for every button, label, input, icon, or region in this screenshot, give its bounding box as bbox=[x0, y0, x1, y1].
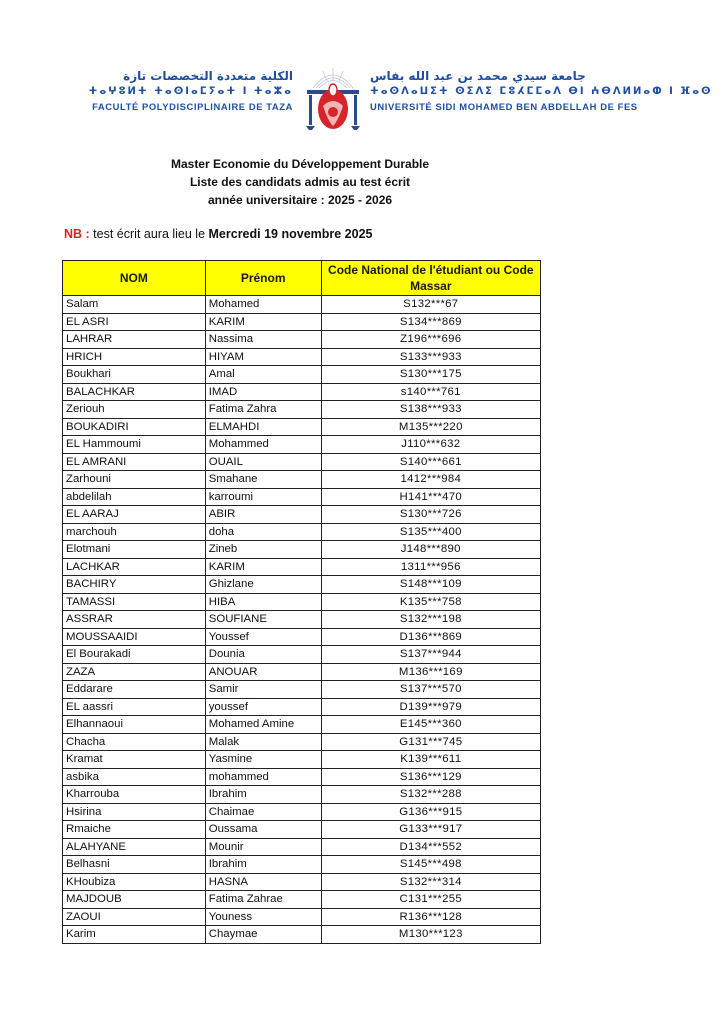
table-row bbox=[63, 576, 541, 594]
cell-nom: Belhasni bbox=[63, 856, 206, 874]
university-crest-icon bbox=[303, 66, 363, 134]
cell-prenom: HIBA bbox=[205, 593, 321, 611]
cell-prenom: Oussama bbox=[205, 821, 321, 839]
cell-code: 1311***956 bbox=[321, 558, 540, 576]
cell-code: R136***128 bbox=[321, 908, 540, 926]
cell-prenom: OUAIL bbox=[205, 453, 321, 471]
cell-nom: EL aassri bbox=[63, 698, 206, 716]
cell-code: H141***470 bbox=[321, 488, 540, 506]
document-title bbox=[0, 155, 600, 209]
cell-nom: Elhannaoui bbox=[63, 716, 206, 734]
table-row bbox=[63, 366, 541, 384]
cell-code: S148***109 bbox=[321, 576, 540, 594]
cell-code: S145***498 bbox=[321, 856, 540, 874]
table-row bbox=[63, 908, 541, 926]
cell-prenom: IMAD bbox=[205, 383, 321, 401]
cell-code: Z196***696 bbox=[321, 331, 540, 349]
table-row bbox=[63, 331, 541, 349]
cell-prenom: ANOUAR bbox=[205, 663, 321, 681]
cell-nom: EL ASRI bbox=[63, 313, 206, 331]
cell-nom: ALAHYANE bbox=[63, 838, 206, 856]
cell-code: S137***944 bbox=[321, 646, 540, 664]
table-row bbox=[63, 821, 541, 839]
cell-prenom: Yasmine bbox=[205, 751, 321, 769]
cell-nom: LAHRAR bbox=[63, 331, 206, 349]
university-name-latin: UNIVERSITÉ SIDI MOHAMED BEN ABDELLAH DE FES bbox=[370, 101, 638, 112]
table-header-row bbox=[63, 261, 541, 296]
cell-prenom: Youness bbox=[205, 908, 321, 926]
table-row bbox=[63, 926, 541, 944]
table-row bbox=[63, 593, 541, 611]
cell-prenom: HIYAM bbox=[205, 348, 321, 366]
title-academic-year: année universitaire : 2025 - 2026 bbox=[207, 193, 393, 207]
table-row bbox=[63, 786, 541, 804]
cell-code: K139***611 bbox=[321, 751, 540, 769]
cell-prenom: mohammed bbox=[205, 768, 321, 786]
title-program: Master Economie du Développement Durable bbox=[170, 157, 430, 171]
note-date: Mercredi 19 novembre 2025 bbox=[208, 227, 373, 241]
table-row bbox=[63, 611, 541, 629]
table-row bbox=[63, 856, 541, 874]
cell-code: S138***933 bbox=[321, 401, 540, 419]
cell-code: D136***869 bbox=[321, 628, 540, 646]
cell-code: S135***400 bbox=[321, 523, 540, 541]
cell-prenom: Fatima Zahra bbox=[205, 401, 321, 419]
cell-code: J110***632 bbox=[321, 436, 540, 454]
table-row bbox=[63, 488, 541, 506]
table-row bbox=[63, 418, 541, 436]
cell-prenom: Samir bbox=[205, 681, 321, 699]
note-text: test écrit aura lieu le bbox=[89, 227, 209, 241]
cell-nom: LACHKAR bbox=[63, 558, 206, 576]
cell-code: C131***255 bbox=[321, 891, 540, 909]
table-row bbox=[63, 401, 541, 419]
cell-prenom: Ghizlane bbox=[205, 576, 321, 594]
cell-nom: Kramat bbox=[63, 751, 206, 769]
cell-prenom: Zineb bbox=[205, 541, 321, 559]
cell-code: J148***890 bbox=[321, 541, 540, 559]
table-row bbox=[63, 628, 541, 646]
cell-prenom: Ibrahim bbox=[205, 856, 321, 874]
table-row bbox=[63, 681, 541, 699]
cell-nom: EL AARAJ bbox=[63, 506, 206, 524]
cell-code: M135***220 bbox=[321, 418, 540, 436]
cell-nom: ASSRAR bbox=[63, 611, 206, 629]
cell-prenom: Mounir bbox=[205, 838, 321, 856]
cell-code: S132***288 bbox=[321, 786, 540, 804]
university-name-tifinagh: ⵜⴰⵙⴷⴰⵡⵉⵜ ⵙⵉⴷⵉ ⵎⵓⵃⵎⵎⴰⴷ ⴱⵏ ⵄⴱⴷⵍⵍⴰⵀ ⵏ ⴼⴰⵙ bbox=[370, 86, 713, 97]
cell-code: 1412***984 bbox=[321, 471, 540, 489]
cell-prenom: youssef bbox=[205, 698, 321, 716]
cell-nom: BALACHKAR bbox=[63, 383, 206, 401]
cell-nom: BOUKADIRI bbox=[63, 418, 206, 436]
cell-nom: MOUSSAAIDI bbox=[63, 628, 206, 646]
cell-prenom: Chaymae bbox=[205, 926, 321, 944]
cell-prenom: Dounia bbox=[205, 646, 321, 664]
table-row bbox=[63, 891, 541, 909]
cell-nom: marchouh bbox=[63, 523, 206, 541]
column-header-code: Code National de l'étudiant ou Code Massar bbox=[321, 261, 540, 296]
cell-code: M130***123 bbox=[321, 926, 540, 944]
cell-nom: Elotmani bbox=[63, 541, 206, 559]
table-row bbox=[63, 296, 541, 314]
cell-prenom: SOUFIANE bbox=[205, 611, 321, 629]
cell-nom: El Bourakadi bbox=[63, 646, 206, 664]
cell-prenom: ABIR bbox=[205, 506, 321, 524]
cell-code: S132***314 bbox=[321, 873, 540, 891]
cell-nom: ZAOUI bbox=[63, 908, 206, 926]
cell-code: S134***869 bbox=[321, 313, 540, 331]
table-row bbox=[63, 313, 541, 331]
table-row bbox=[63, 838, 541, 856]
cell-prenom: Mohamed bbox=[205, 296, 321, 314]
cell-prenom: doha bbox=[205, 523, 321, 541]
table-row bbox=[63, 348, 541, 366]
title-list: Liste des candidats admis au test écrit bbox=[189, 175, 411, 189]
column-header-prenom: Prénom bbox=[205, 261, 321, 296]
cell-prenom: Chaimae bbox=[205, 803, 321, 821]
table-row bbox=[63, 436, 541, 454]
university-name-arabic: جامعة سيدي محمد بن عبد الله بفاس bbox=[370, 69, 586, 83]
cell-nom: Hsirina bbox=[63, 803, 206, 821]
cell-prenom: karroumi bbox=[205, 488, 321, 506]
cell-code: S140***661 bbox=[321, 453, 540, 471]
cell-code: S130***726 bbox=[321, 506, 540, 524]
cell-nom: EL AMRANI bbox=[63, 453, 206, 471]
table-row bbox=[63, 383, 541, 401]
cell-code: E145***360 bbox=[321, 716, 540, 734]
table-row bbox=[63, 803, 541, 821]
cell-nom: TAMASSI bbox=[63, 593, 206, 611]
cell-prenom: ELMAHDI bbox=[205, 418, 321, 436]
cell-prenom: Malak bbox=[205, 733, 321, 751]
cell-nom: abdelilah bbox=[63, 488, 206, 506]
exam-note bbox=[64, 227, 373, 241]
cell-nom: BACHIRY bbox=[63, 576, 206, 594]
cell-nom: asbika bbox=[63, 768, 206, 786]
cell-code: S132***67 bbox=[321, 296, 540, 314]
note-label: NB : bbox=[64, 227, 90, 241]
cell-code: D134***552 bbox=[321, 838, 540, 856]
cell-prenom: Youssef bbox=[205, 628, 321, 646]
cell-code: S132***198 bbox=[321, 611, 540, 629]
table-row bbox=[63, 646, 541, 664]
table-row bbox=[63, 541, 541, 559]
table-row bbox=[63, 506, 541, 524]
cell-prenom: Mohamed Amine bbox=[205, 716, 321, 734]
cell-prenom: KARIM bbox=[205, 313, 321, 331]
cell-nom: Rmaiche bbox=[63, 821, 206, 839]
table-row bbox=[63, 558, 541, 576]
cell-code: G131***745 bbox=[321, 733, 540, 751]
column-header-nom: NOM bbox=[63, 261, 206, 296]
cell-nom: EL Hammoumi bbox=[63, 436, 206, 454]
cell-code: S137***570 bbox=[321, 681, 540, 699]
faculty-name-latin: FACULTÉ POLYDISCIPLINAIRE DE TAZA bbox=[92, 101, 293, 112]
cell-nom: Salam bbox=[63, 296, 206, 314]
table-row bbox=[63, 698, 541, 716]
cell-nom: Chacha bbox=[63, 733, 206, 751]
cell-prenom: KARIM bbox=[205, 558, 321, 576]
cell-code: K135***758 bbox=[321, 593, 540, 611]
faculty-block bbox=[68, 68, 293, 114]
cell-code: s140***761 bbox=[321, 383, 540, 401]
letterhead bbox=[0, 60, 724, 140]
cell-code: S133***933 bbox=[321, 348, 540, 366]
admitted-candidates-table bbox=[62, 260, 541, 944]
cell-code: D139***979 bbox=[321, 698, 540, 716]
table-row bbox=[63, 733, 541, 751]
cell-code: S136***129 bbox=[321, 768, 540, 786]
table-row bbox=[63, 768, 541, 786]
table-row bbox=[63, 663, 541, 681]
cell-nom: HRICH bbox=[63, 348, 206, 366]
table-row bbox=[63, 471, 541, 489]
faculty-name-tifinagh: ⵜⴰⵖⵓⵍⵜ ⵜⴰⵙⵏⴰⵎⵢⴰⵜ ⵏ ⵜⴰⵣⴰ bbox=[88, 86, 293, 97]
table-row bbox=[63, 873, 541, 891]
cell-nom: KHoubiza bbox=[63, 873, 206, 891]
cell-prenom: Fatima Zahrae bbox=[205, 891, 321, 909]
cell-nom: Karim bbox=[63, 926, 206, 944]
faculty-name-arabic: الكلية متعددة التخصصات تازة bbox=[123, 69, 293, 83]
cell-nom: Kharrouba bbox=[63, 786, 206, 804]
cell-prenom: Amal bbox=[205, 366, 321, 384]
table-row bbox=[63, 716, 541, 734]
cell-nom: Zeriouh bbox=[63, 401, 206, 419]
cell-nom: Zarhouni bbox=[63, 471, 206, 489]
cell-nom: Boukhari bbox=[63, 366, 206, 384]
cell-nom: MAJDOUB bbox=[63, 891, 206, 909]
cell-code: G136***915 bbox=[321, 803, 540, 821]
cell-code: M136***169 bbox=[321, 663, 540, 681]
cell-prenom: Ibrahim bbox=[205, 786, 321, 804]
table-row bbox=[63, 453, 541, 471]
university-block bbox=[370, 68, 713, 114]
table-row bbox=[63, 523, 541, 541]
cell-prenom: HASNA bbox=[205, 873, 321, 891]
cell-code: G133***917 bbox=[321, 821, 540, 839]
cell-nom: Eddarare bbox=[63, 681, 206, 699]
cell-prenom: Mohammed bbox=[205, 436, 321, 454]
cell-code: S130***175 bbox=[321, 366, 540, 384]
cell-prenom: Smahane bbox=[205, 471, 321, 489]
cell-prenom: Nassima bbox=[205, 331, 321, 349]
cell-nom: ZAZA bbox=[63, 663, 206, 681]
table-row bbox=[63, 751, 541, 769]
